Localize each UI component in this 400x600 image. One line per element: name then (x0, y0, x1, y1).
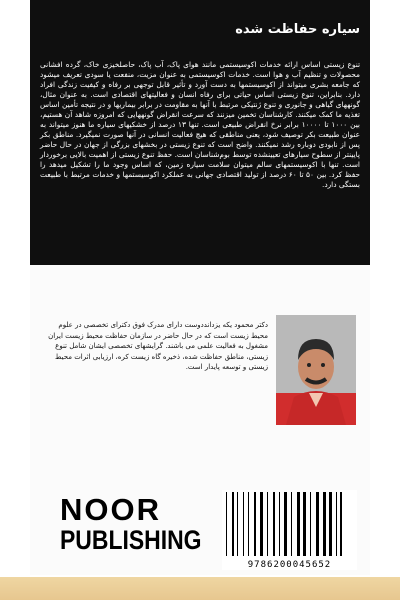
barcode-bar (237, 492, 238, 556)
blurb-panel (30, 0, 370, 265)
barcode-bar (248, 492, 249, 556)
book-title: سیاره حفاظت شده (235, 22, 360, 37)
publisher-name: NOOR (60, 492, 161, 527)
barcode-bar (284, 492, 287, 556)
barcode-bar (273, 492, 275, 556)
barcode-bar (297, 492, 300, 556)
barcode-bar (329, 492, 332, 556)
barcode-bar (232, 492, 234, 556)
barcode-bar (260, 492, 263, 556)
barcode-bar (267, 492, 268, 556)
barcode-bar (279, 492, 280, 556)
barcode-bar (254, 492, 256, 556)
publisher-subtitle: PUBLISHING (60, 525, 202, 555)
book-blurb: تنوع زیستی اساس ارائه خدمات اکوسیستمی مانند هوای پاک، آب پاک، حاصلخیزی خاک، گرده افشانی محصولات و تنظیم آب و هوا است. خدمات اکوسیستمی به عنوان مزیت، منفعت یا سودی تعریف میشود که جامعه بشری میتواند از اکوسیستمها به دست آورد و تأثیر قابل توجهی بر رفاه و کیفیت زندگی افراد دارد. بنابراین، تنوع زیستی اساس حیاتی برای رفاه انسان و فعالیتهای اقتصادی است. به عنوان مثال، گونههای گیاهی و جانوری و تنوع ژنتیکی مرتبط با آنها به مقاومت در برابر بیماریها و در نتیجه تأمین اساس تغذیه ما کمک میکنند. کارشناسان تخمین میزنند که سرعت انقراض گونههایی که امروزه شاهد آن هستیم، بین ۱۰۰۰ تا ۱۰۰۰۰ برابر نرخ انقراض طبیعی است. تنها ۱۳ درصد از خشکیهای سیاره ما هنوز میتواند به عنوان طبیعت بکر توصیف شود، یعنی مناطقی که هیچ فعالیت انسانی در آنها صورت نمیگیرد. مناطق بکر پس از نابودی دوباره رشد نمیکنند. واضح است که تنوع زیستی در بخشهای بزرگی از جهان در حال حاضر پایینتر از سطوح سیارهای تعیینشده توسط بوم‌شناسان است. حفظ تنوع زیستی از اهمیت بالایی برخوردار است. تنها با اکوسیستمهای سالم میتوان سلامت سیاره زمین، که اساس وجود ما را تشکیل میدهد را حفظ کرد. بین ۵۰ تا ۶۰ درصد از تولید اقتصادی جهانی به عملکرد اکوسیستمها و خدمات مرتبط با طبیعت بستگی دارد. (40, 60, 360, 189)
barcode-bar (291, 492, 292, 556)
barcode-bar (340, 492, 342, 556)
barcode-bar (310, 492, 311, 556)
isbn-barcode (222, 490, 357, 570)
barcode-bar (323, 492, 326, 556)
author-photo (276, 315, 356, 425)
barcode-bar (243, 492, 244, 556)
barcode-bar (336, 492, 337, 556)
barcode-bar (316, 492, 319, 556)
publisher-logo (60, 493, 227, 553)
barcode-bar (303, 492, 306, 556)
barcode-bar (226, 492, 227, 556)
author-bio: دکتر محمود یکه یزدانددوست دارای مدرک فوق دکترای تخصصی در علوم محیط زیست است که در حال حاضر در سازمان حفاظت محیط زیست ایران مشغول به فعالیت علمی می باشند. گرایشهای تخصصی ایشان شامل تنوع زیستی، مناطق حفاظت شده، ذخیره گاه زیست کره، ارزیابی اثرات محیط زیستی و توسعه پایدار است. (48, 321, 268, 371)
bottom-stripe (0, 577, 400, 600)
barcode-number: 9786200045652 (247, 560, 332, 570)
